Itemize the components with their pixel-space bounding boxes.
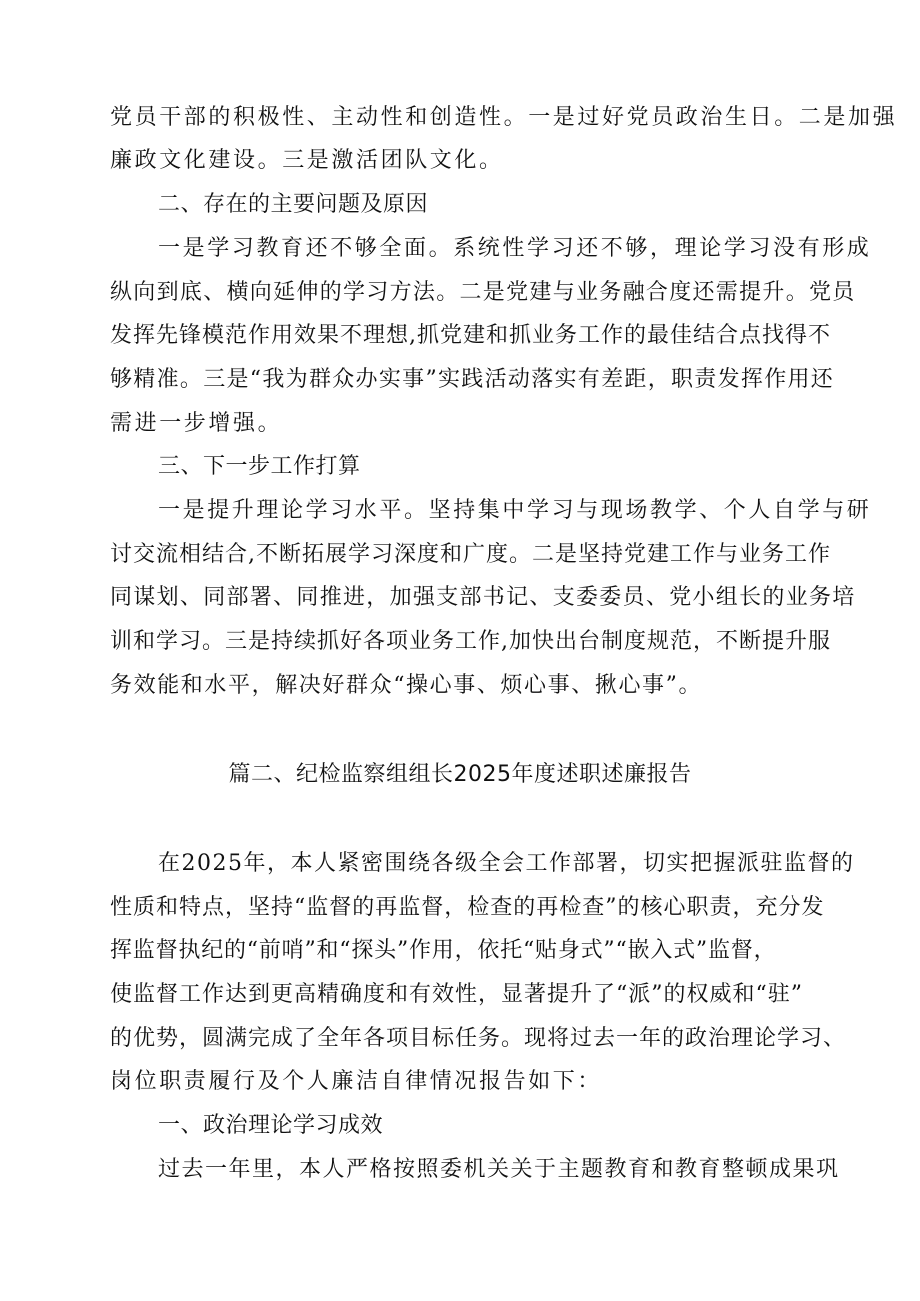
paragraph-line: 训和学习。三是持续抓好各项业务工作,加快出台制度规范，不断提升服 (110, 629, 831, 654)
section-heading: 一、政治理论学习成效 (158, 1113, 384, 1138)
paragraph-line: 需进一步增强。 (110, 411, 283, 436)
article-title: 篇二、纪检监察组组长2025年度述职述廉报告 (228, 762, 692, 787)
paragraph-line: 发挥先锋模范作用效果不理想,抓党建和抓业务工作的最佳结合点找得不 (110, 323, 831, 348)
paragraph-line: 纵向到底、横向延伸的学习方法。二是党建与业务融合度还需提升。党员 (110, 280, 856, 305)
paragraph-line: 一是学习教育还不够全面。系统性学习还不够，理论学习没有形成 (158, 236, 872, 261)
paragraph-line: 的优势，圆满完成了全年各项目标任务。现将过去一年的政治理论学习、 (110, 1026, 847, 1051)
paragraph-line: 岗位职责履行及个人廉洁自律情况报告如下： (110, 1069, 603, 1094)
paragraph-line: 使监督工作达到更高精确度和有效性，显著提升了“派”的权威和“驻” (110, 982, 803, 1007)
paragraph-line: 务效能和水平，解决好群众“操心事、烦心事、揪心事”。 (110, 673, 703, 698)
paragraph-line: 挥监督执纪的“前哨”和“探头”作用，依托“贴身式”“嵌入式”监督， (110, 938, 777, 963)
paragraph-line: 在2025年，本人紧密围绕各级全会工作部署，切实把握派驻监督的 (158, 851, 855, 876)
section-heading: 二、存在的主要问题及原因 (158, 192, 429, 217)
paragraph-line: 同谋划、同部署、同推进，加强支部书记、支委委员、党小组长的业务培 (110, 585, 856, 610)
paragraph-line: 一是提升理论学习水平。坚持集中学习与现场教学、个人自学与研 (158, 498, 872, 523)
paragraph-line: 廉政文化建设。三是激活团队文化。 (110, 148, 504, 173)
paragraph-line: 党员干部的积极性、主动性和创造性。一是过好党员政治生日。二是加强 (110, 105, 898, 130)
paragraph-line: 讨交流相结合,不断拓展学习深度和广度。二是坚持党建工作与业务工作 (110, 542, 831, 567)
paragraph-line: 过去一年里，本人严格按照委机关关于主题教育和教育整顿成果巩 (158, 1157, 840, 1182)
section-heading: 三、下一步工作打算 (158, 454, 361, 479)
paragraph-line: 够精准。三是“我为群众办实事”实践活动落实有差距，职责发挥作用还 (110, 367, 835, 392)
paragraph-line: 性质和特点，坚持“监督的再监督，检查的再检查”的核心职责，充分发 (110, 895, 825, 920)
